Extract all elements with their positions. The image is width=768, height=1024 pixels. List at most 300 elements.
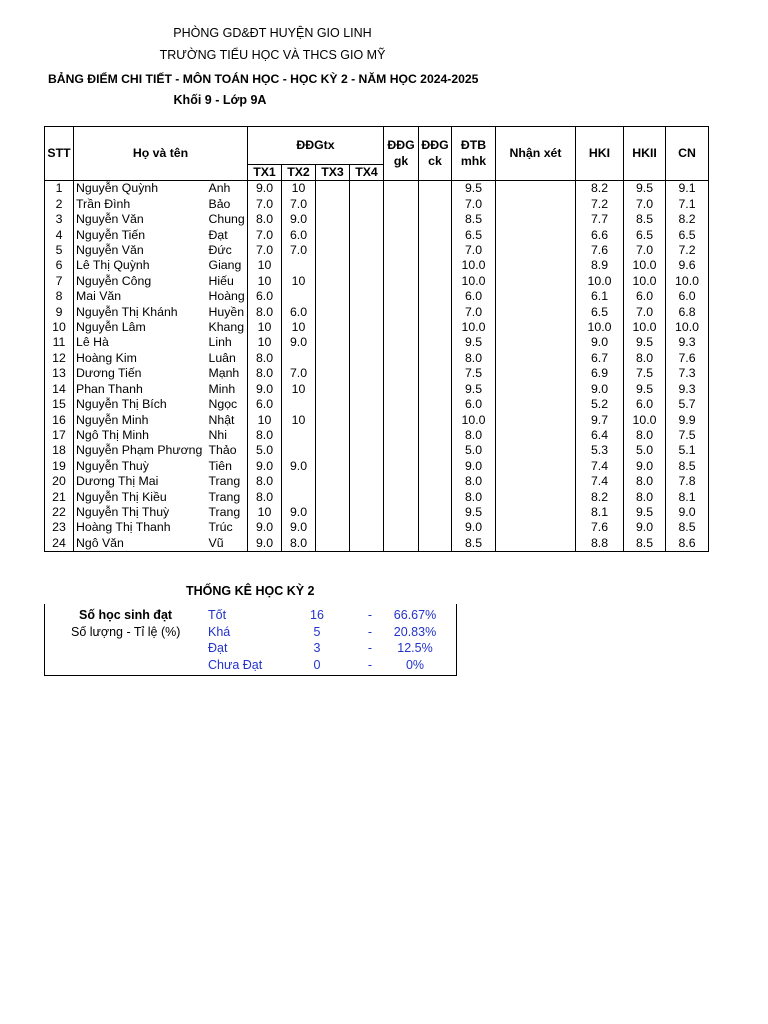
ddgck-cell <box>419 351 452 366</box>
tx1-cell: 10 <box>248 274 282 289</box>
school-title: TRƯỜNG TIỂU HỌC VÀ THCS GIO MỸ <box>159 48 386 62</box>
stats-dash: - <box>367 624 373 639</box>
tx2-cell: 9.0 <box>282 212 316 227</box>
cn-cell: 6.5 <box>666 228 709 243</box>
dtb-cell: 9.0 <box>452 520 496 535</box>
family-name-cell: Nguyễn Thị Kiều <box>74 490 207 505</box>
family-name-cell: Nguyễn Quỳnh <box>74 181 207 197</box>
hkii-cell: 8.0 <box>624 351 666 366</box>
hkii-cell: 7.0 <box>624 305 666 320</box>
stt-cell: 14 <box>45 382 74 397</box>
tx1-cell: 8.0 <box>248 305 282 320</box>
table-row <box>45 490 709 505</box>
tx3-cell <box>316 258 350 273</box>
dtb-cell: 8.0 <box>452 428 496 443</box>
grade-table-body <box>45 181 709 552</box>
ddgck-cell <box>419 443 452 458</box>
stats-dash: - <box>367 608 373 622</box>
ddgck-cell <box>419 197 452 212</box>
dtb-cell: 7.0 <box>452 243 496 258</box>
hkii-cell: 6.0 <box>624 289 666 304</box>
tx3-cell <box>316 536 350 552</box>
table-row <box>45 335 709 350</box>
stt-cell: 7 <box>45 274 74 289</box>
ddgck-cell <box>419 397 452 412</box>
hkii-cell: 6.5 <box>624 228 666 243</box>
tx2-cell: 9.0 <box>282 459 316 474</box>
ddggk-cell <box>384 274 419 289</box>
tx3-cell <box>316 320 350 335</box>
stt-cell: 22 <box>45 505 74 520</box>
hki-cell: 9.0 <box>576 382 624 397</box>
tx1-cell: 9.0 <box>248 181 282 197</box>
given-name-cell: Thảo <box>207 443 248 458</box>
cn-cell: 8.5 <box>666 520 709 535</box>
tx3-cell <box>316 474 350 489</box>
tx1-cell: 8.0 <box>248 474 282 489</box>
stt-cell: 17 <box>45 428 74 443</box>
tx2-cell <box>282 490 316 505</box>
hki-cell: 9.7 <box>576 413 624 428</box>
tx1-cell: 10 <box>248 258 282 273</box>
ddgck-cell <box>419 228 452 243</box>
hkii-cell: 10.0 <box>624 320 666 335</box>
table-row <box>45 228 709 243</box>
ddggk-cell <box>384 520 419 535</box>
tx1-cell: 5.0 <box>248 443 282 458</box>
table-row <box>45 243 709 258</box>
given-name-cell: Giang <box>207 258 248 273</box>
stt-cell: 9 <box>45 305 74 320</box>
nhanxet-cell <box>496 520 576 535</box>
ddgck-cell <box>419 181 452 197</box>
tx1-cell: 8.0 <box>248 212 282 227</box>
ddgck-cell <box>419 212 452 227</box>
stats-category: Khá <box>208 624 231 639</box>
tx3-cell <box>316 212 350 227</box>
department-title: PHÒNG GD&ĐT HUYỆN GIO LINH <box>173 26 372 40</box>
table-row <box>45 474 709 489</box>
hki-cell: 6.9 <box>576 366 624 381</box>
tx4-cell <box>350 536 384 552</box>
stt-cell: 18 <box>45 443 74 458</box>
given-name-cell: Bảo <box>207 197 248 212</box>
ddgck-cell <box>419 520 452 535</box>
ddggk-cell <box>384 474 419 489</box>
family-name-cell: Lê Thị Quỳnh <box>74 258 207 273</box>
dtb-cell: 6.0 <box>452 289 496 304</box>
table-row <box>45 212 709 227</box>
given-name-cell: Trang <box>207 490 248 505</box>
tx1-cell: 8.0 <box>248 428 282 443</box>
tx1-cell: 8.0 <box>248 366 282 381</box>
cn-cell: 9.9 <box>666 413 709 428</box>
col-dtb-line1: ĐTB <box>460 138 487 153</box>
ddggk-cell <box>384 335 419 350</box>
cn-cell: 7.2 <box>666 243 709 258</box>
hkii-cell: 8.0 <box>624 428 666 443</box>
tx3-cell <box>316 274 350 289</box>
tx4-cell <box>350 351 384 366</box>
hkii-cell: 9.5 <box>624 505 666 520</box>
cn-cell: 8.5 <box>666 459 709 474</box>
dtb-cell: 9.5 <box>452 382 496 397</box>
family-name-cell: Nguyễn Thuỳ <box>74 459 207 474</box>
col-name: Họ và tên <box>74 127 248 181</box>
tx2-cell: 6.0 <box>282 228 316 243</box>
nhanxet-cell <box>496 474 576 489</box>
stats-category: Tốt <box>208 608 227 622</box>
cn-cell: 10.0 <box>666 320 709 335</box>
family-name-cell: Mai Văn <box>74 289 207 304</box>
tx4-cell <box>350 382 384 397</box>
given-name-cell: Đức <box>207 243 248 258</box>
family-name-cell: Dương Thị Mai <box>74 474 207 489</box>
given-name-cell: Vũ <box>207 536 248 552</box>
col-tx2: TX2 <box>282 165 316 181</box>
col-dtb-line2: mhk <box>460 153 487 168</box>
table-row <box>45 443 709 458</box>
col-ddggk-line1: ĐĐG <box>387 138 415 153</box>
hkii-cell: 8.5 <box>624 536 666 552</box>
nhanxet-cell <box>496 413 576 428</box>
ddggk-cell <box>384 258 419 273</box>
stt-cell: 5 <box>45 243 74 258</box>
stats-dash: - <box>367 641 373 655</box>
tx3-cell <box>316 397 350 412</box>
ddgck-cell <box>419 490 452 505</box>
ddggk-cell <box>384 382 419 397</box>
stt-cell: 19 <box>45 459 74 474</box>
cn-cell: 7.1 <box>666 197 709 212</box>
nhanxet-cell <box>496 490 576 505</box>
hki-cell: 7.4 <box>576 459 624 474</box>
given-name-cell: Trúc <box>207 520 248 535</box>
given-name-cell: Mạnh <box>207 366 248 381</box>
nhanxet-cell <box>496 258 576 273</box>
cn-cell: 7.5 <box>666 428 709 443</box>
hkii-cell: 7.0 <box>624 197 666 212</box>
ddggk-cell <box>384 243 419 258</box>
col-dtb <box>452 127 496 181</box>
tx4-cell <box>350 335 384 350</box>
ddgck-cell <box>419 474 452 489</box>
col-ddgck-line2: ck <box>428 153 442 168</box>
tx1-cell: 10 <box>248 505 282 520</box>
dtb-cell: 8.0 <box>452 474 496 489</box>
tx4-cell <box>350 397 384 412</box>
nhanxet-cell <box>496 536 576 552</box>
table-row <box>45 459 709 474</box>
hkii-cell: 10.0 <box>624 258 666 273</box>
cn-cell: 6.0 <box>666 289 709 304</box>
cn-cell: 6.8 <box>666 305 709 320</box>
given-name-cell: Huyền <box>207 305 248 320</box>
tx1-cell: 10 <box>248 335 282 350</box>
tx4-cell <box>350 505 384 520</box>
nhanxet-cell <box>496 181 576 197</box>
given-name-cell: Tiên <box>207 459 248 474</box>
family-name-cell: Ngô Văn <box>74 536 207 552</box>
hki-cell: 7.7 <box>576 212 624 227</box>
tx2-cell: 9.0 <box>282 335 316 350</box>
family-name-cell: Nguyễn Văn <box>74 212 207 227</box>
table-row <box>45 305 709 320</box>
given-name-cell: Hiếu <box>207 274 248 289</box>
hkii-cell: 8.0 <box>624 490 666 505</box>
family-name-cell: Hoàng Thị Thanh <box>74 520 207 535</box>
nhanxet-cell <box>496 505 576 520</box>
nhanxet-cell <box>496 428 576 443</box>
tx1-cell: 9.0 <box>248 459 282 474</box>
hki-cell: 10.0 <box>576 274 624 289</box>
given-name-cell: Minh <box>207 382 248 397</box>
dtb-cell: 10.0 <box>452 320 496 335</box>
dtb-cell: 9.5 <box>452 505 496 520</box>
col-nhanxet: Nhận xét <box>496 127 576 181</box>
grade-table <box>44 126 709 552</box>
stt-cell: 4 <box>45 228 74 243</box>
col-ddgck-line1: ĐĐG <box>421 138 449 153</box>
dtb-cell: 8.0 <box>452 490 496 505</box>
dtb-cell: 10.0 <box>452 274 496 289</box>
dtb-cell: 6.5 <box>452 228 496 243</box>
tx2-cell <box>282 428 316 443</box>
tx1-cell: 7.0 <box>248 243 282 258</box>
nhanxet-cell <box>496 382 576 397</box>
hki-cell: 8.2 <box>576 490 624 505</box>
table-row <box>45 181 709 197</box>
table-row <box>45 366 709 381</box>
given-name-cell: Anh <box>207 181 248 197</box>
col-tx3: TX3 <box>316 165 350 181</box>
tx2-cell: 8.0 <box>282 536 316 552</box>
col-hki: HKI <box>576 127 624 181</box>
tx3-cell <box>316 443 350 458</box>
stt-cell: 1 <box>45 181 74 197</box>
hki-cell: 7.4 <box>576 474 624 489</box>
hki-cell: 7.2 <box>576 197 624 212</box>
dtb-cell: 5.0 <box>452 443 496 458</box>
hki-cell: 8.2 <box>576 181 624 197</box>
table-row <box>45 520 709 535</box>
stats-label-count-rate: Số lượng - Tỉ lệ (%) <box>71 625 181 639</box>
family-name-cell: Dương Tiến <box>74 366 207 381</box>
stats-count: 16 <box>310 608 324 622</box>
family-name-cell: Hoàng Kim <box>74 351 207 366</box>
hki-cell: 6.4 <box>576 428 624 443</box>
tx2-cell: 10 <box>282 413 316 428</box>
col-tx4: TX4 <box>350 165 384 181</box>
tx2-cell: 10 <box>282 274 316 289</box>
nhanxet-cell <box>496 443 576 458</box>
given-name-cell: Nhật <box>207 413 248 428</box>
nhanxet-cell <box>496 305 576 320</box>
hkii-cell: 10.0 <box>624 413 666 428</box>
stt-cell: 3 <box>45 212 74 227</box>
tx3-cell <box>316 228 350 243</box>
cn-cell: 8.2 <box>666 212 709 227</box>
family-name-cell: Nguyễn Thị Bích <box>74 397 207 412</box>
nhanxet-cell <box>496 274 576 289</box>
table-row <box>45 274 709 289</box>
col-ddggk-line2: gk <box>393 153 409 168</box>
given-name-cell: Luân <box>207 351 248 366</box>
tx3-cell <box>316 289 350 304</box>
hkii-cell: 7.5 <box>624 366 666 381</box>
tx4-cell <box>350 520 384 535</box>
dtb-cell: 10.0 <box>452 413 496 428</box>
ddggk-cell <box>384 397 419 412</box>
hkii-cell: 7.0 <box>624 243 666 258</box>
hkii-cell: 6.0 <box>624 397 666 412</box>
given-name-cell: Chung <box>207 212 248 227</box>
family-name-cell: Nguyễn Công <box>74 274 207 289</box>
hki-cell: 7.6 <box>576 243 624 258</box>
col-ddgtx: ĐĐGtx <box>248 127 384 165</box>
tx1-cell: 6.0 <box>248 289 282 304</box>
ddgck-cell <box>419 459 452 474</box>
nhanxet-cell <box>496 366 576 381</box>
stats-box <box>44 604 457 676</box>
tx2-cell <box>282 351 316 366</box>
tx3-cell <box>316 459 350 474</box>
cn-cell: 7.3 <box>666 366 709 381</box>
report-title: BẢNG ĐIỂM CHI TIẾT - MÔN TOÁN HỌC - HỌC KỲ 2 - NĂM HỌC 2024-2025 <box>48 72 479 86</box>
tx3-cell <box>316 305 350 320</box>
nhanxet-cell <box>496 289 576 304</box>
tx4-cell <box>350 413 384 428</box>
given-name-cell: Ngọc <box>207 397 248 412</box>
cn-cell: 10.0 <box>666 274 709 289</box>
tx1-cell: 9.0 <box>248 520 282 535</box>
hki-cell: 7.6 <box>576 520 624 535</box>
ddggk-cell <box>384 505 419 520</box>
stt-cell: 13 <box>45 366 74 381</box>
ddgck-cell <box>419 536 452 552</box>
table-row <box>45 428 709 443</box>
nhanxet-cell <box>496 335 576 350</box>
hki-cell: 8.9 <box>576 258 624 273</box>
stt-cell: 21 <box>45 490 74 505</box>
cn-cell: 9.6 <box>666 258 709 273</box>
tx2-cell: 10 <box>282 181 316 197</box>
cn-cell: 9.3 <box>666 382 709 397</box>
stt-cell: 12 <box>45 351 74 366</box>
stats-count: 3 <box>313 641 321 655</box>
cn-cell: 5.1 <box>666 443 709 458</box>
class-title: Khối 9 - Lớp 9A <box>173 93 267 107</box>
family-name-cell: Nguyễn Thị Thuỳ <box>74 505 207 520</box>
given-name-cell: Nhi <box>207 428 248 443</box>
ddggk-cell <box>384 536 419 552</box>
ddggk-cell <box>384 228 419 243</box>
ddgck-cell <box>419 366 452 381</box>
tx4-cell <box>350 366 384 381</box>
ddggk-cell <box>384 289 419 304</box>
nhanxet-cell <box>496 397 576 412</box>
tx4-cell <box>350 428 384 443</box>
family-name-cell: Trần Đình <box>74 197 207 212</box>
tx1-cell: 10 <box>248 320 282 335</box>
cn-cell: 7.8 <box>666 474 709 489</box>
table-row <box>45 289 709 304</box>
family-name-cell: Lê Hà <box>74 335 207 350</box>
hki-cell: 6.6 <box>576 228 624 243</box>
ddggk-cell <box>384 305 419 320</box>
tx3-cell <box>316 428 350 443</box>
hkii-cell: 9.0 <box>624 520 666 535</box>
tx4-cell <box>350 320 384 335</box>
cn-cell: 8.6 <box>666 536 709 552</box>
tx3-cell <box>316 382 350 397</box>
dtb-cell: 9.0 <box>452 459 496 474</box>
tx2-cell: 9.0 <box>282 520 316 535</box>
stt-cell: 10 <box>45 320 74 335</box>
stt-cell: 20 <box>45 474 74 489</box>
tx2-cell <box>282 443 316 458</box>
dtb-cell: 10.0 <box>452 258 496 273</box>
stats-count: 5 <box>313 624 321 639</box>
stats-percent: 20.83% <box>393 624 437 639</box>
ddggk-cell <box>384 366 419 381</box>
tx4-cell <box>350 490 384 505</box>
tx2-cell <box>282 397 316 412</box>
ddggk-cell <box>384 443 419 458</box>
family-name-cell: Phan Thanh <box>74 382 207 397</box>
col-cn: CN <box>666 127 709 181</box>
stt-cell: 11 <box>45 335 74 350</box>
ddgck-cell <box>419 258 452 273</box>
table-row <box>45 397 709 412</box>
nhanxet-cell <box>496 212 576 227</box>
family-name-cell: Nguyễn Phạm Phương <box>74 443 207 458</box>
ddgck-cell <box>419 305 452 320</box>
stats-label-achieved: Số học sinh đạt <box>79 608 173 622</box>
stt-cell: 16 <box>45 413 74 428</box>
tx1-cell: 9.0 <box>248 382 282 397</box>
stt-cell: 15 <box>45 397 74 412</box>
ddgck-cell <box>419 320 452 335</box>
stats-percent: 12.5% <box>397 641 433 655</box>
stats-percent: 66.67% <box>393 608 437 622</box>
tx2-cell: 10 <box>282 320 316 335</box>
dtb-cell: 8.5 <box>452 212 496 227</box>
given-name-cell: Trang <box>207 505 248 520</box>
stats-dash: - <box>367 657 373 672</box>
stats-category: Chưa Đạt <box>208 657 263 672</box>
tx1-cell: 10 <box>248 413 282 428</box>
family-name-cell: Nguyễn Lâm <box>74 320 207 335</box>
tx2-cell: 9.0 <box>282 505 316 520</box>
cn-cell: 9.0 <box>666 505 709 520</box>
ddgck-cell <box>419 289 452 304</box>
tx3-cell <box>316 490 350 505</box>
tx1-cell: 8.0 <box>248 351 282 366</box>
tx2-cell <box>282 258 316 273</box>
family-name-cell: Nguyễn Văn <box>74 243 207 258</box>
stt-cell: 6 <box>45 258 74 273</box>
stats-count: 0 <box>313 657 321 672</box>
stt-cell: 8 <box>45 289 74 304</box>
table-row <box>45 197 709 212</box>
tx4-cell <box>350 305 384 320</box>
ddgck-cell <box>419 413 452 428</box>
stt-cell: 2 <box>45 197 74 212</box>
dtb-cell: 9.5 <box>452 335 496 350</box>
dtb-cell: 7.5 <box>452 366 496 381</box>
tx1-cell: 9.0 <box>248 536 282 552</box>
